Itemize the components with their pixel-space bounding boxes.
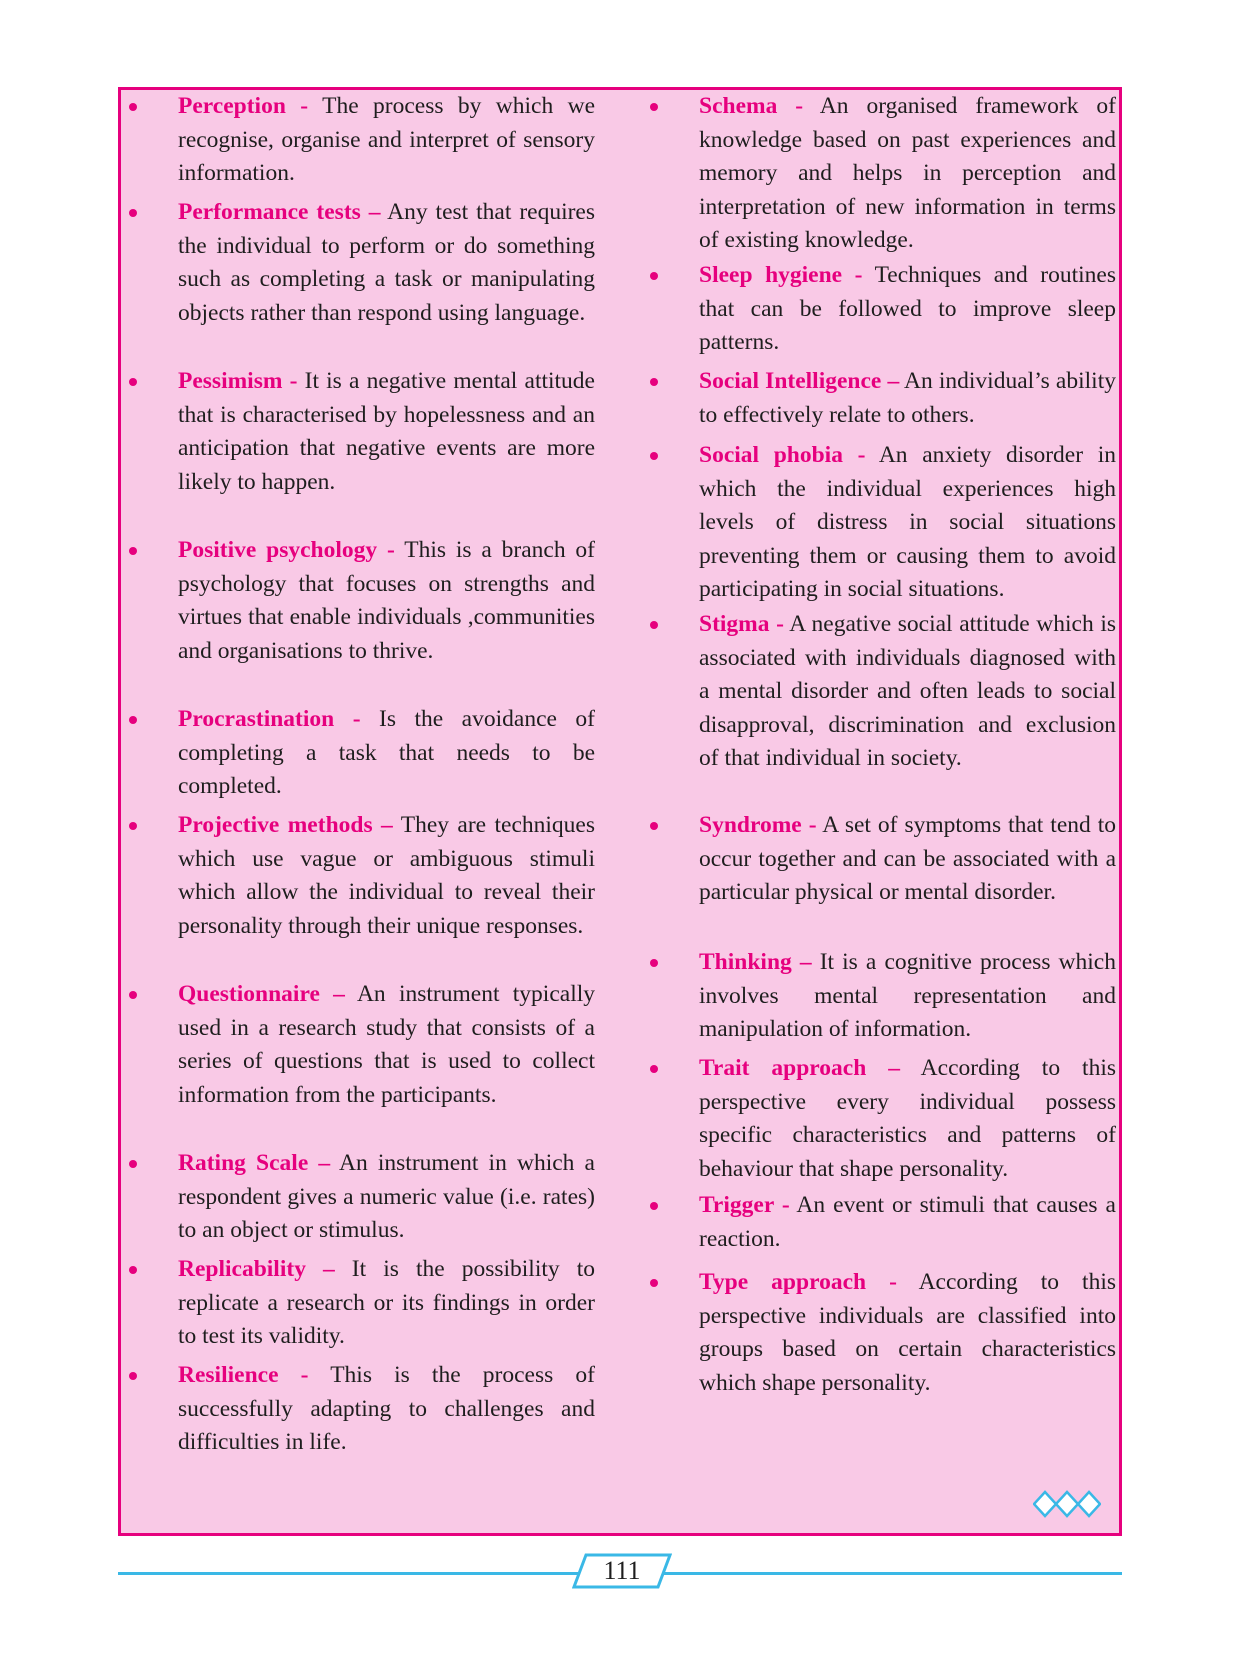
bullet-dot-icon xyxy=(650,1065,658,1073)
bullet-dot-icon xyxy=(650,378,658,386)
bullet-dot-icon xyxy=(650,822,658,830)
glossary-definition: An individual’s ability to effectively relate to others. xyxy=(699,368,1116,428)
bullet-dot-icon xyxy=(129,103,137,111)
bullet-dot-icon xyxy=(129,1266,137,1274)
glossary-entry-text xyxy=(178,809,595,943)
glossary-definition: According to this perspective every individual possess specific characteristics and patterns of behaviour that shape personality. xyxy=(699,1055,1116,1182)
glossary-entry xyxy=(129,809,595,943)
glossary-term: Replicability – xyxy=(178,1256,335,1282)
glossary-definition: An event or stimuli that causes a reaction. xyxy=(699,1192,1116,1252)
glossary-definition: An instrument in which a respondent gives a numeric value (i.e. rates) to an object or stimulus. xyxy=(178,1150,595,1243)
glossary-entry xyxy=(129,1253,595,1354)
glossary-definition: The process by which we recognise, organise and interpret of sensory information. xyxy=(178,93,595,186)
glossary-entry-text xyxy=(178,196,595,330)
glossary-entry-text xyxy=(699,608,1116,776)
glossary-entry xyxy=(650,365,1116,432)
glossary-entry xyxy=(129,365,595,499)
bullet-dot-icon xyxy=(129,547,137,555)
glossary-definition: An anxiety disorder in which the individual experiences high levels of distress in social situations preventing them or causing them to avoid participating in social situations. xyxy=(699,442,1116,602)
glossary-term: Syndrome - xyxy=(699,812,817,838)
glossary-entry-text xyxy=(699,259,1116,360)
glossary-entry xyxy=(650,1189,1116,1256)
glossary-entry xyxy=(129,534,595,668)
glossary-definition: Techniques and routines that can be followed to improve sleep patterns. xyxy=(699,262,1116,355)
bullet-dot-icon xyxy=(129,716,137,724)
bullet-dot-icon xyxy=(129,378,137,386)
glossary-entry-text xyxy=(178,703,595,804)
glossary-entry xyxy=(650,608,1116,776)
glossary-term: Performance tests – xyxy=(178,199,381,225)
glossary-entry xyxy=(129,1359,595,1460)
glossary-entry-text xyxy=(699,439,1116,607)
glossary-definition: It is a cognitive process which involves mental representation and manipulation of information. xyxy=(699,949,1116,1042)
page-number-badge xyxy=(572,1553,672,1589)
glossary-term: Thinking – xyxy=(699,949,812,975)
glossary-term: Resilience - xyxy=(178,1362,309,1388)
glossary-definition: A set of symptoms that tend to occur together and can be associated with a particular physical or mental disorder. xyxy=(699,812,1117,905)
glossary-definition: An organised framework of knowledge based on past experiences and memory and helps in perception and interpretation of new information in terms of existing knowledge. xyxy=(699,93,1116,253)
bullet-dot-icon xyxy=(650,1279,658,1287)
page-number: 111 xyxy=(603,1556,641,1585)
glossary-definition: They are techniques which use vague or ambiguous stimuli which allow the individual to reveal their personality through their unique responses. xyxy=(178,812,595,939)
glossary-definition: It is a negative mental attitude that is characterised by hopelessness and an anticipation that negative events are more likely to happen. xyxy=(178,368,595,495)
glossary-term: Trait approach – xyxy=(699,1055,901,1081)
glossary-entry-text xyxy=(699,1266,1116,1400)
bullet-dot-icon xyxy=(129,822,137,830)
glossary-entry-text xyxy=(178,1253,595,1354)
glossary-term: Questionnaire – xyxy=(178,981,345,1007)
bullet-dot-icon xyxy=(129,209,137,217)
glossary-term: Rating Scale – xyxy=(178,1150,331,1176)
glossary-entry-text xyxy=(699,809,1116,910)
bullet-dot-icon xyxy=(650,452,658,460)
glossary-term: Sleep hygiene - xyxy=(699,262,863,288)
glossary-entry xyxy=(129,196,595,330)
glossary-term: Projective methods – xyxy=(178,812,393,838)
glossary-entry xyxy=(650,809,1116,910)
glossary-term: Perception - xyxy=(178,93,309,119)
glossary-entry xyxy=(129,90,595,191)
glossary-box xyxy=(118,87,1122,1536)
glossary-entry-text xyxy=(178,978,595,1112)
glossary-entry-text xyxy=(699,1189,1116,1256)
glossary-term: Stigma - xyxy=(699,611,784,637)
glossary-term: Social phobia - xyxy=(699,442,866,468)
glossary-definition: Is the avoidance of completing a task that needs to be completed. xyxy=(178,706,595,799)
glossary-term: Procrastination - xyxy=(178,706,361,732)
glossary-entry-text xyxy=(699,90,1116,258)
bullet-dot-icon xyxy=(650,621,658,629)
glossary-entry xyxy=(129,703,595,804)
glossary-entry xyxy=(129,978,595,1112)
glossary-definition: This is a branch of psychology that focuses on strengths and virtues that enable individuals ,communities and organisations to thrive. xyxy=(178,537,595,664)
glossary-entry-text xyxy=(178,534,595,668)
glossary-term: Positive psychology - xyxy=(178,537,395,563)
glossary-definition: According to this perspective individuals are classified into groups based on certain characteristics which shape personality. xyxy=(699,1269,1116,1396)
bullet-dot-icon xyxy=(650,103,658,111)
glossary-entry xyxy=(650,1052,1116,1186)
glossary-definition: This is the process of successfully adapting to challenges and difficulties in life. xyxy=(178,1362,595,1455)
glossary-entry xyxy=(650,90,1116,258)
glossary-entry-text xyxy=(699,946,1116,1047)
glossary-entry-text xyxy=(178,365,595,499)
bullet-dot-icon xyxy=(129,1372,137,1380)
bullet-dot-icon xyxy=(650,272,658,280)
glossary-entry-text xyxy=(699,365,1116,432)
glossary-entry-text xyxy=(178,1147,595,1248)
diamond-chain-icon xyxy=(1033,1489,1101,1519)
bullet-dot-icon xyxy=(650,959,658,967)
bullet-dot-icon xyxy=(129,1160,137,1168)
bullet-dot-icon xyxy=(650,1202,658,1210)
glossary-entry xyxy=(650,1266,1116,1400)
bullet-dot-icon xyxy=(129,991,137,999)
glossary-entry xyxy=(129,1147,595,1248)
glossary-entry-text xyxy=(699,1052,1116,1186)
glossary-entry xyxy=(650,439,1116,607)
glossary-term: Social Intelligence – xyxy=(699,368,900,394)
glossary-term: Type approach - xyxy=(699,1269,897,1295)
glossary-entry xyxy=(650,946,1116,1047)
glossary-definition: An instrument typically used in a research study that consists of a series of questions that is used to collect information from the participants. xyxy=(178,981,595,1108)
glossary-definition: A negative social attitude which is associated with individuals diagnosed with a mental disorder and often leads to social disapproval, discrimination and exclusion of that individual in society. xyxy=(699,611,1117,771)
glossary-definition: It is the possibility to replicate a research or its findings in order to test its validity. xyxy=(178,1256,595,1349)
glossary-definition: Any test that requires the individual to perform or do something such as completing a task or manipulating objects rather than respond using language. xyxy=(178,199,596,326)
glossary-entry-text xyxy=(178,90,595,191)
glossary-term: Schema - xyxy=(699,93,804,119)
glossary-entry-text xyxy=(178,1359,595,1460)
glossary-entry xyxy=(650,259,1116,360)
glossary-term: Trigger - xyxy=(699,1192,790,1218)
glossary-term: Pessimism - xyxy=(178,368,298,394)
